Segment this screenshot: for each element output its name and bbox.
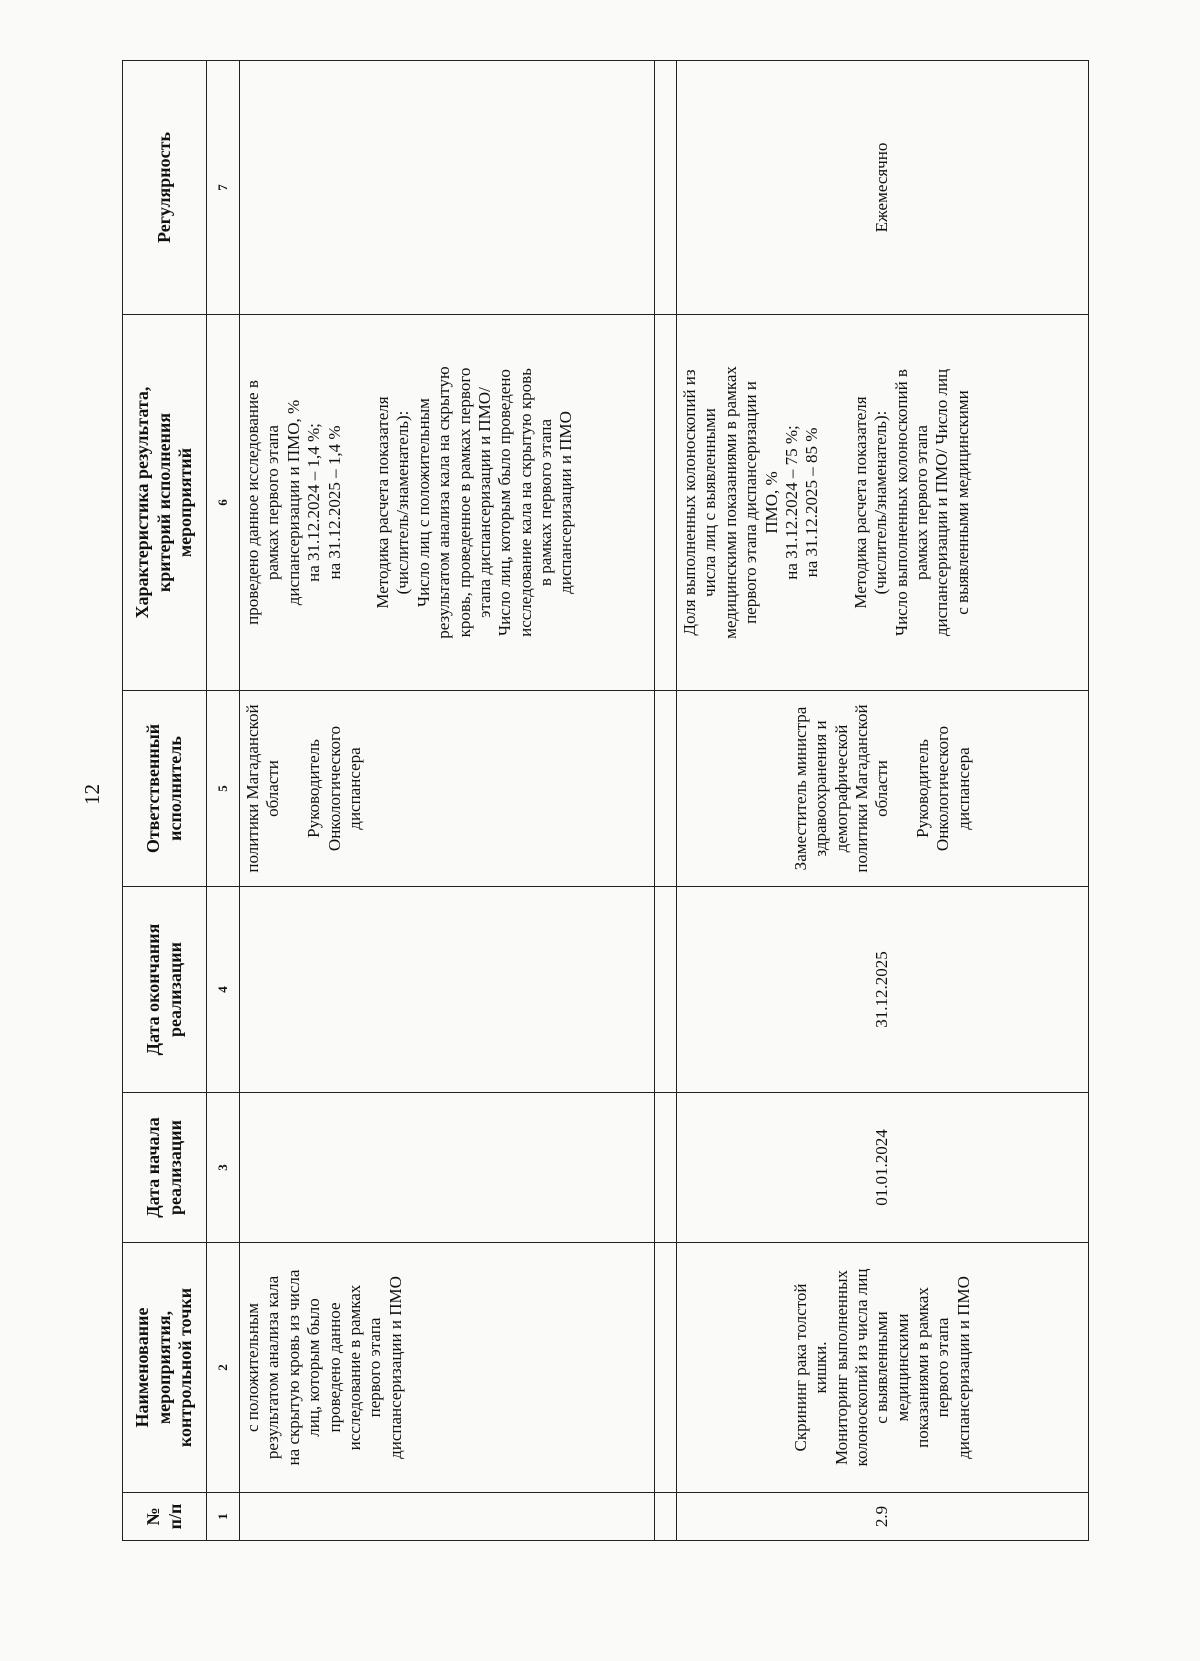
header-start-date: Дата начала реализации [123, 1093, 207, 1243]
column-number: 7 [207, 61, 240, 315]
cell-start-date [240, 1093, 655, 1243]
header-no: № п/п [123, 1493, 207, 1541]
cell-regularity: Ежемесячно [677, 61, 1089, 315]
table-row [677, 61, 1089, 1541]
cell-characteristic [677, 315, 1089, 691]
cell-no [240, 1493, 655, 1541]
table-row [240, 61, 655, 1541]
calculation-method: Методика расчета показателя (числитель/знаменатель): Число лиц с положительным результатом анализа кала на скрытую кровь, проведенное в рамках первого этапа диспансеризации и ПМО/ Число лиц, которым было проведено исследование кала на скрытую кровь в рамках первого этапа диспансеризации и ПМО [372, 366, 576, 639]
header-responsible: Ответственный исполнитель [123, 691, 207, 887]
column-number: 5 [207, 691, 240, 887]
column-number-row [207, 61, 240, 1541]
column-number: 3 [207, 1093, 240, 1243]
header-regularity: Регулярность [123, 61, 207, 315]
rotated-table-container [122, 61, 1066, 1541]
cell-responsible: Заместитель министра здравоохранения и демографической политики Магаданской области Руководитель Онкологического диспансера [677, 691, 1089, 887]
column-number: 1 [207, 1493, 240, 1541]
cell-end-date: 31.12.2025 [677, 887, 1089, 1093]
header-name: Наименование мероприятия, контрольной точки [123, 1243, 207, 1493]
column-number: 4 [207, 887, 240, 1093]
cell-start-date: 01.01.2024 [677, 1093, 1089, 1243]
characteristic-text: Доля выполненных колоноскопий из числа лиц с выявленными медицинскими показаниями в рамках первого этапа диспансеризации и ПМО, % на 31.12.2024 – 75 %; на 31.12.2025 – 85 % [680, 366, 822, 639]
column-number: 2 [207, 1243, 240, 1493]
activities-table [122, 60, 1089, 1541]
column-number: 6 [207, 315, 240, 691]
cell-responsible: политики Магаданской области Руководитель Онкологического диспансера [240, 691, 655, 887]
cell-name: с положительным результатом анализа кала на скрытую кровь из числа лиц, которым было проведено данное исследование в рамках первого этапа диспансеризации и ПМО [240, 1243, 655, 1493]
cell-name: Скрининг рака толстой кишки. Мониторинг выполненных колоноскопий из числа лиц с выявленными медицинскими показаниями в рамках первого этапа диспансеризации и ПМО [677, 1243, 1089, 1493]
row-separator [655, 61, 677, 1541]
cell-end-date [240, 887, 655, 1093]
calculation-method: Методика расчета показателя (числитель/знаменатель): Число выполненных колоноскопий в рамках первого этапа диспансеризации и ПМО/ Число лиц с выявленными медицинскими [850, 368, 972, 637]
table-header-row [123, 61, 207, 1541]
characteristic-text: проведено данное исследование в рамках первого этапа диспансеризации и ПМО, % на 31.12.2024 – 1,4 %; на 31.12.2025 – 1,4 % [243, 380, 344, 625]
header-characteristic: Характеристика результата, критерий исполнения мероприятий [123, 315, 207, 691]
cell-characteristic [240, 315, 655, 691]
header-end-date: Дата окончания реализации [123, 887, 207, 1093]
cell-no: 2.9 [677, 1493, 1089, 1541]
page-number: 12 [80, 784, 104, 805]
cell-regularity [240, 61, 655, 315]
